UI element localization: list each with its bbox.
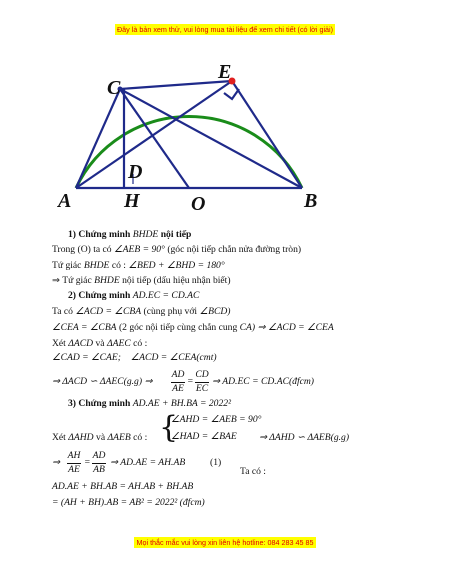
preview-notice-banner xyxy=(0,25,450,34)
part2-line5: ⇒ ΔACD ∽ ΔAEC(g.g) ⇒ xyxy=(52,376,153,387)
fraction-equals-2: = xyxy=(84,457,91,468)
label-e: E xyxy=(218,61,232,83)
part2-line1: Ta có ∠ACD = ∠CBA (cùng phụ với ∠BCD) xyxy=(52,306,231,317)
part3-heading: 3) Chứng minh AD.AE + BH.BA = 2022² xyxy=(68,398,231,409)
part2-line2: ∠CEA = ∠CBA (2 góc nội tiếp cùng chắn cung CA) ⇒ ∠ACD = ∠CEA xyxy=(52,322,334,333)
part3-implies: ⇒ xyxy=(52,457,61,468)
system-line2: ∠HAD = ∠BAE xyxy=(171,431,237,442)
fraction-equals: = xyxy=(187,376,194,387)
label-a: A xyxy=(58,190,72,212)
right-angle-mark-e xyxy=(224,89,239,99)
part3-similarity: ⇒ ΔAHD ∽ ΔAEB(g.g) xyxy=(259,432,350,443)
part1-line1: Trong (O) ta có ∠AEB = 90° (góc nội tiếp chắn nửa đường tròn) xyxy=(52,244,302,255)
geometry-figure xyxy=(52,50,352,225)
label-o: O xyxy=(191,193,206,215)
part2-conclusion: ⇒ AD.EC = CD.AC(đfcm) xyxy=(212,376,315,387)
equation-tag-1: (1) xyxy=(210,457,222,468)
label-c: C xyxy=(107,77,121,99)
part3-line1: Xét ΔAHD và ΔAEB có : xyxy=(52,432,148,443)
hotline-banner xyxy=(0,538,450,547)
part2-heading: 2) Chứng minh AD.EC = CD.AC xyxy=(68,290,200,301)
part1-heading: 1) Chứng minh BHDE nội tiếp xyxy=(68,229,192,240)
segment-ce xyxy=(120,81,232,89)
part3-equation1: ⇒ AD.AE = AH.AB xyxy=(110,457,186,468)
fraction-cd-ec: CD EC xyxy=(195,369,209,394)
fraction-ad-ab: AD AB xyxy=(92,450,106,475)
preview-notice-text: Đây là bản xem thử, vui lòng mua tài liệu để xem chi tiết (có lời giải) xyxy=(116,25,334,34)
label-h: H xyxy=(124,190,140,212)
hotline-text: Mọi thắc mắc vui lòng xin liên hệ hotline: 084 283 45 85 xyxy=(136,538,314,547)
fraction-ad-ae: AD AE xyxy=(171,369,185,394)
system-brace: { xyxy=(159,410,179,445)
part3-line5: = (AH + BH).AB = AB² = 2022² (đfcm) xyxy=(52,497,205,508)
part3-line4: AD.AE + BH.AB = AH.AB + BH.AB xyxy=(52,481,194,492)
system-line1: ∠AHD = ∠AEB = 90° xyxy=(171,414,262,425)
part1-line3: ⇒ Tứ giác BHDE nội tiếp (dấu hiệu nhận biết) xyxy=(52,275,231,286)
fraction-ah-ae: AH AE xyxy=(67,450,81,475)
part3-taco: Ta có : xyxy=(240,466,266,477)
label-b: B xyxy=(304,190,318,212)
label-d: D xyxy=(128,161,143,183)
part2-line3: Xét ΔACD và ΔAEC có : xyxy=(52,338,148,349)
segment-eb xyxy=(232,81,302,188)
part1-line2: Tứ giác BHDE có : ∠BED + ∠BHD = 180° xyxy=(52,260,225,271)
part2-line4: ∠CAD = ∠CAE; ∠ACD = ∠CEA(cmt) xyxy=(52,352,217,363)
